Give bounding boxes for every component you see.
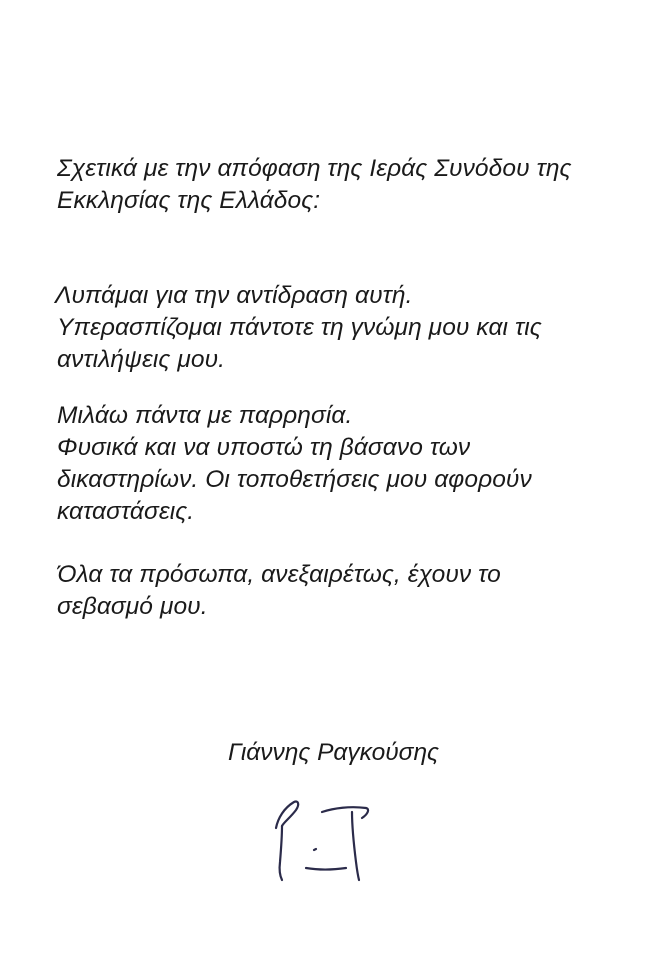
paragraph-2-line-2: Φυσικά και να υποστώ τη βάσανο των <box>57 434 471 461</box>
heading-line-2: Εκκλησίας της Ελλάδος: <box>57 187 321 214</box>
heading-line-1: Σχετικά με την απόφαση της Ιεράς Συνόδου της <box>57 155 572 182</box>
handwritten-signature <box>262 788 382 898</box>
paragraph-3-line-1: Όλα τα πρόσωπα, ανεξαιρέτως, έχουν το <box>57 561 501 588</box>
paragraph-1-line-3: αντιλήψεις μου. <box>57 346 226 373</box>
paragraph-1-line-1: Λυπάμαι για την αντίδραση αυτή. <box>55 282 413 309</box>
paragraph-2-line-1: Μιλάω πάντα με παρρησία. <box>57 402 353 429</box>
paragraph-1-line-2: Υπερασπίζομαι πάντοτε τη γνώμη μου και τις <box>57 314 542 341</box>
paragraph-3-line-2: σεβασμό μου. <box>57 593 208 620</box>
signatory-name: Γιάννης Ραγκούσης <box>228 739 439 766</box>
paragraph-2-line-3: δικαστηρίων. Οι τοποθετήσεις μου αφορούν <box>57 466 532 493</box>
paragraph-2-line-4: καταστάσεις. <box>57 498 195 525</box>
